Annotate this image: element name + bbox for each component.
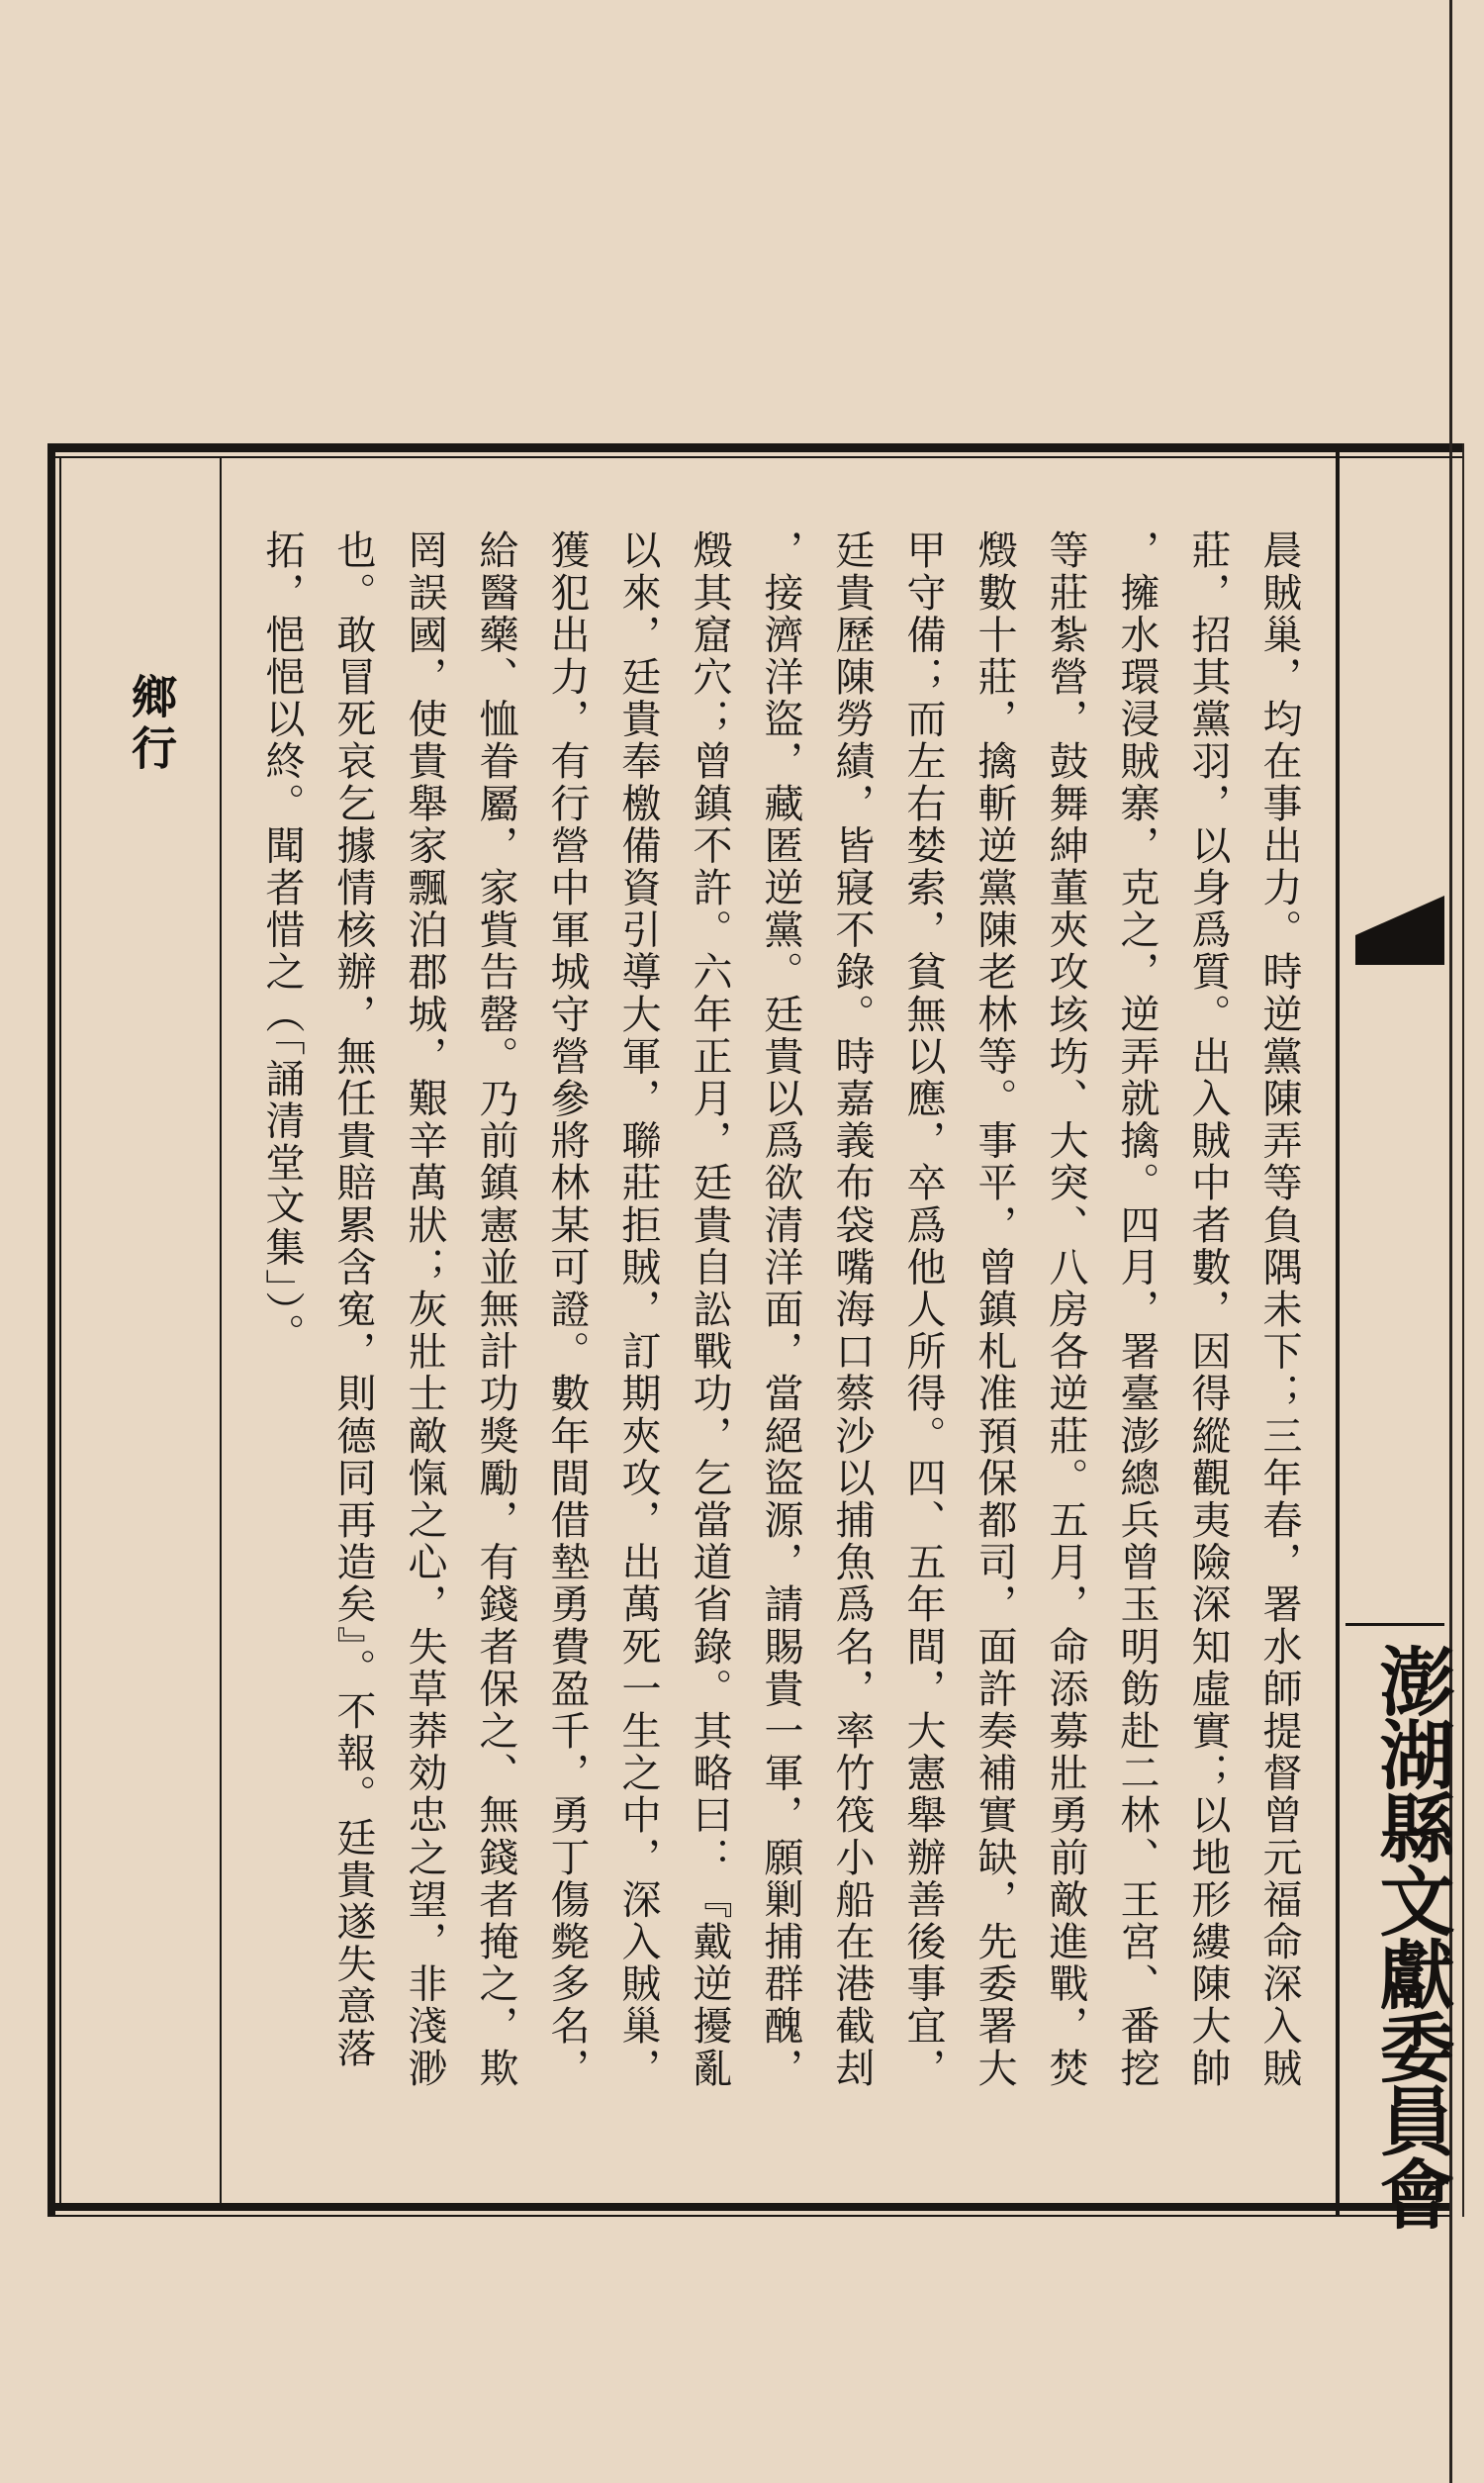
- text-column: ，接濟洋盜，藏匿逆黨。廷貴以爲欲清洋面，當絕盜源，請賜貴一軍，願剿捕群醜，: [758, 529, 803, 2090]
- frame-top-rule: [47, 443, 1462, 452]
- text-column: 給醫藥、恤眷屬，家貲告罄。乃前鎮憲並無計功獎勵，有錢者保之、無錢者掩之，欺: [473, 529, 518, 2090]
- text-column: 等莊紮營，鼓舞紳董夾攻垓㘯、大突、八房各逆莊。五月，命添募壯勇前敵進戰，焚: [1043, 529, 1088, 2090]
- frame-left-thin-rule: [59, 458, 61, 2203]
- text-column: 莊，招其黨羽，以身爲質。出入賊中者數，因得縱觀夷險深知虛實；以地形縷陳大帥: [1185, 529, 1231, 2090]
- text-column: 甲守備；而左右婪索，貧無以應，卒爲他人所得。四、五年間，大憲舉辦善後事宜，: [900, 529, 946, 2090]
- text-column: 以來，廷貴奉檄備資引導大軍，聯莊拒賊，訂期夾攻，出萬死一生之中，深入賊巢，: [615, 529, 661, 2090]
- section-label: 鄉行: [125, 673, 178, 776]
- text-column: 拓，悒悒以終。聞者惜之（「誦清堂文集」）。: [259, 529, 305, 1356]
- text-column: 罔誤國，使貴舉家飄泊郡城，艱辛萬狀；灰壯士敵愾之心，失草莽効忠之望，非淺渺: [402, 529, 447, 2090]
- text-column: 燬數十莊，擒斬逆黨陳老林等。事平，曾鎮札准預保都司，面許奏補實缺，先委署大: [972, 529, 1017, 2090]
- text-column: 燬其窟穴；曾鎮不許。六年正月，廷貴自訟戰功，乞當道省錄。其略曰：『戴逆擾亂: [687, 529, 732, 2090]
- text-column: ，擁水環浸賊寨，克之，逆弄就擒。四月，署臺澎總兵曾玉明飭赴二林、王宮、番挖: [1114, 529, 1159, 2090]
- text-column: 晨賊巢，均在事出力。時逆黨陳弄等負隅未下；三年春，署水師提督曾元福命深入賊: [1256, 529, 1302, 2090]
- frame-bottom-thin-rule: [47, 2215, 1452, 2217]
- frame-right-rule: [1336, 443, 1340, 2217]
- frame-left-rule: [47, 443, 55, 2217]
- text-column: 獲犯出力，有行營中軍城守營參將林某可證。數年間借墊勇費盈千，勇丁傷斃多名，: [544, 529, 590, 2090]
- text-column: 廷貴歷陳勞績，皆寢不錄。時嘉義布袋嘴海口蔡沙以捕魚爲名，率竹筏小船在港截刦: [829, 529, 875, 2090]
- margin-column-rule: [220, 458, 222, 2203]
- text-column: 也。敢冒死哀乞據情核辦，無任貴賠累含寃，則德同再造矣』。不報。廷貴遂失意落: [330, 529, 376, 2070]
- frame-bottom-rule: [47, 2203, 1452, 2211]
- fishtail-ornament-icon: [1355, 896, 1444, 965]
- frame-top-thin-rule: [47, 456, 1462, 458]
- publisher-label: 澎湖縣文獻委員會: [1367, 1643, 1455, 2229]
- fishtail-rule: [1345, 1623, 1444, 1626]
